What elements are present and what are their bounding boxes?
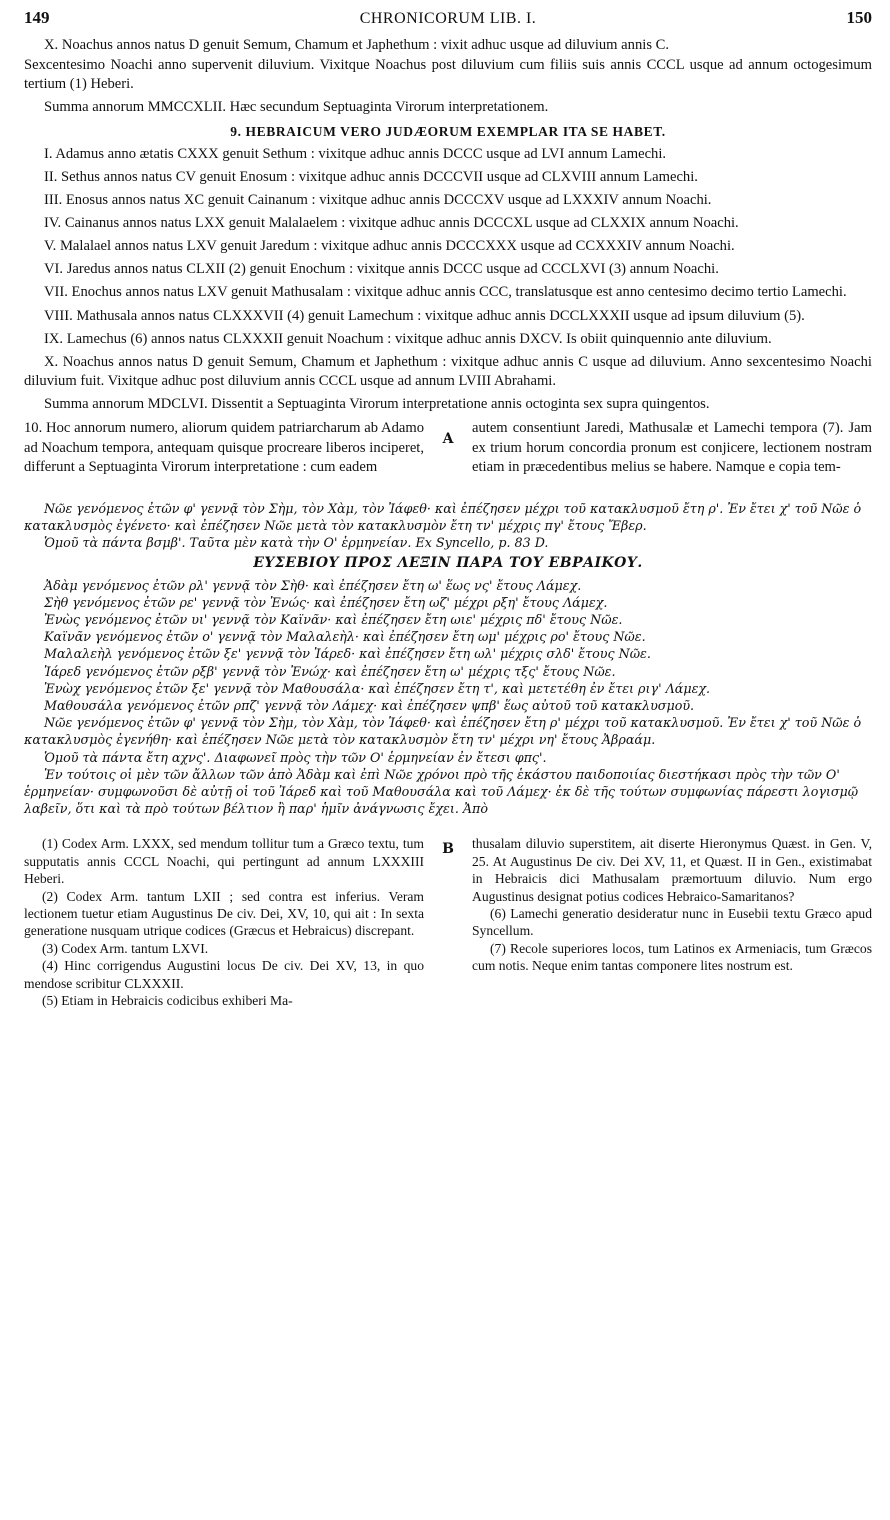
running-title: CHRONICORUM LIB. I.	[359, 10, 537, 27]
footnote: (6) Lamechi generatio desideratur nunc in Eusebii textu Græco apud Syncellum.	[472, 906, 872, 939]
column-marker-b: B	[442, 841, 454, 858]
right-page-number: 150	[846, 8, 872, 27]
greek-line: Μαθουσάλα γενόμενος ἐτῶν ρπζ' γεννᾷ τὸν Λάμεχ· καὶ ἐπέζησεν ψπβ' ἕως αὐτοῦ τοῦ κατακλυσμοῦ.	[44, 698, 695, 714]
greek-paragraph: Νῶε γενόμενος ἐτῶν φ' γεννᾷ τὸν Σὴμ, τὸν Χὰμ, τὸν Ἰάφεθ· καὶ ἐπέζησεν μέχρι τοῦ κατακλυσμοῦ ἔτη ρ'. Ἐν ἔτει χ' τοῦ Νῶε ὁ κατακλυσμὸς ἐγένετο· καὶ ἐπέζησεν Νῶε μετὰ τὸν κατακλυσμὸν ἔτη τν' μέχρις πγ' ἔτους Ἔβερ.	[24, 500, 862, 533]
greek-line: Νῶε γενόμενος ἐτῶν φ' γεννᾷ τὸν Σὴμ, τὸν Χὰμ, τὸν Ἰάφεθ· καὶ ἐπέζησεν ἔτη ρ' μέχρι τοῦ κατακλυσμοῦ. Ἐν ἔτει χ' τοῦ Νῶε ὁ κατακλυσμὸς ἐγενήθη· καὶ ἐπέζησεν Νῶε μετὰ τὸν κατακλυσμὸν ἔτη τν' μέχρι νη' ἔτους Ἀβραάμ.	[24, 715, 862, 748]
footnote: (4) Hinc corrigendus Augustini locus De civ. Dei XV, 13, in quo mendose scribitur CLXXXII.	[24, 958, 424, 991]
greek-line: Ἀδὰμ γενόμενος ἐτῶν ρλ' γεννᾷ τὸν Σὴθ· καὶ ἐπέζησεν ἔτη ω' ἕως νς' ἔτους Λάμεχ.	[44, 577, 582, 593]
greek-line: Ἐνὼς γενόμενος ἐτῶν υι' γεννᾷ τὸν Καϊνᾶν· καὶ ἐπέζησεν ἔτη ωιε' μέχρις πδ' ἔτους Νῶε.	[44, 612, 623, 627]
main-text	[24, 36, 872, 478]
footnote: (5) Etiam in Hebraicis codicibus exhiberi Ma-	[42, 993, 293, 1009]
patriarch-entry: VIII. Mathusala annos natus CLXXXVII (4) genuit Lamechum : vixitque adhuc annis DCCLXXXII usque ad ipsum diluvium (5).	[44, 307, 805, 324]
summa-hebraicum: Summa annorum MDCLVI. Dissentit a Septuaginta Virorum interpretatione annis octoginta sex supra quingentos.	[44, 396, 710, 413]
column-marker-a: A	[442, 431, 454, 447]
greek-line: Καϊνᾶν γενόμενος ἐτῶν ο' γεννᾷ τὸν Μαλαλεὴλ· καὶ ἐπέζησεν ἔτη ωμ' μέχρις ρο' ἔτους Νῶε.	[44, 629, 646, 645]
patriarch-entry: I. Adamus anno ætatis CXXX genuit Sethum : vixitque adhuc annis DCCC usque ad LVI annum Lamechi.	[44, 145, 667, 162]
patriarch-entry: III. Enosus annos natus XC genuit Cainanum : vixitque adhuc annis DCCCXV usque ad LXXXIV annum Noachi.	[44, 192, 712, 209]
footnotes	[24, 835, 872, 1009]
footnote: (1) Codex Arm. LXXX, sed mendum tollitur tum a Græco textu, tum supputatis annis CCCL Noachi, qui pertingunt ad annum LXXXIII Heberi.	[24, 836, 424, 887]
greek-line: Μαλαλεὴλ γενόμενος ἐτῶν ξε' γεννᾷ τὸν Ἰάρεδ· καὶ ἐπέζησεν ἔτη ωλ' μέχρις σλδ' ἔτους Νῶε.	[44, 646, 651, 662]
greek-heading: ΕΥΣΕΒΙΟΥ ΠΡΟΣ ΛΕΞΙΝ ΠΑΡΑ ΤΟΥ ΕΒΡΑΙΚΟΥ.	[253, 555, 643, 572]
footnotes-left	[24, 835, 424, 1009]
greek-line: Ἰάρεδ γενόμενος ἐτῶν ρξβ' γεννᾷ τὸν Ἐνώχ· καὶ ἐπέζησεν ἔτη ω' μέχρις τξς' ἔτους Νῶε.	[44, 663, 616, 679]
greek-line: Σὴθ γενόμενος ἐτῶν ρε' γεννᾷ τὸν Ἐνώς· καὶ ἐπέζησεν ἔτη ωζ' μέχρι ρξη' ἔτους Λάμεχ.	[44, 594, 608, 610]
greek-line: Ὁμοῦ τὰ πάντα ἔτη αχνς'. Διαφωνεῖ πρὸς τὴν τῶν Ο' ἑρμηνείαν ἐν ἔτεσι φπς'.	[44, 749, 547, 765]
greek-paragraph: Ὁμοῦ τὰ πάντα βσμβ'. Ταῦτα μὲν κατὰ τὴν Ο' ἑρμηνείαν. Ex Syncello, p. 83 D.	[44, 535, 549, 551]
footnote: (2) Codex Arm. tantum LXII ; sed contra est inferius. Veram lectionem tuetur etiam Augustinus De civ. Dei, XV, 10, qui ait : In sexta generatione nusquam utrique codices (Græcus et Hebraicus) discrepant.	[24, 888, 424, 939]
document-page	[24, 8, 872, 1010]
footnotes-right	[472, 835, 872, 1009]
intro-paragraph: Sexcentesimo Noachi anno supervenit diluvium. Vixitque Noachus post diluvium cum filiis suis annis CCCL usque ad annum octogesimum tertium (1) Heberi.	[24, 56, 872, 93]
patriarch-entry: VI. Jaredus annos natus CLXII (2) genuit Enochum : vixitque annis DCCC usque ad CCCLXVI (3) annum Noachi.	[44, 261, 719, 278]
running-header	[24, 8, 872, 36]
greek-line: Ἐν τούτοις οἱ μὲν τῶν ἄλλων τῶν ἀπὸ Ἀδὰμ καὶ ἐπὶ Νῶε χρόνοι πρὸ τῆς ἑκάστου παιδοποιίας διεστήκασι πρὸς τὴν τῶν Ο' ἑρμηνείαν· συμφωνοῦσι δὲ αὐτῇ οἱ τοῦ Ἰάρεδ καὶ τοῦ Μαθουσάλα καὶ τοῦ Λάμεχ· ἐκ δὲ τῆς τούτων συμφωνίας πάρεστι λογισμῷ λαβεῖν, ὅτι καὶ τὰ πρὸ τούτων βέλτιον ἢ παρ' ἡμῖν ἀνάγνωσις ἔχει. Ἀπὸ	[24, 766, 859, 817]
footnote: thusalam diluvio superstitem, ait diserte Hieronymus Quæst. in Gen. V, 25. At Augustinus De civ. Dei XV, 11, et Quæst. II in Gen., existimabat in Hebraicis dici Mathusalam præmortuum diluvio. Num ergo Augustinus designat potius codices Hebraico-Samaritanos?	[472, 836, 872, 904]
patriarch-entry: IX. Lamechus (6) annos natus CLXXXII genuit Noachum : vixitque adhuc annis DXCV. Is obiit quinquennio ante diluvium.	[44, 330, 772, 347]
greek-text	[24, 500, 872, 818]
patriarch-entry: V. Malalael annos natus LXV genuit Jaredum : vixitque adhuc annis DCCCXXX usque ad CCXXXIV annum Noachi.	[44, 238, 735, 255]
footnote: (7) Recole superiores locos, tum Latinos ex Armeniacis, tum Græcos cum notis. Neque enim tantas componere lites nostrum est.	[472, 940, 872, 974]
patriarch-entry: IV. Cainanus annos natus LXX genuit Malalaelem : vixitque adhuc annis DCCCXL usque ad CLXXIX annum Noachi.	[44, 215, 739, 232]
patriarch-entry: II. Sethus annos natus CV genuit Enosum : vixitque adhuc annis DCCCVII usque ad CLXVIII annum Lamechi.	[44, 168, 698, 185]
section-heading: 9. HEBRAICUM VERO JUDÆORUM EXEMPLAR ITA SE HABET.	[230, 123, 666, 139]
patriarch-entry: VII. Enochus annos natus LXV genuit Mathusalam : vixitque adhuc annis CCC, translatusque est anno centesimo decimo tertio Lamechi.	[44, 284, 847, 301]
paragraph-10	[24, 419, 872, 478]
summa-septuaginta: Summa annorum MMCCXLII. Hæc secundum Septuaginta Virorum interpretationem.	[44, 99, 549, 116]
left-page-number: 149	[24, 8, 50, 27]
greek-line: Ἐνὼχ γενόμενος ἐτῶν ξε' γεννᾷ τὸν Μαθουσάλα· καὶ ἐπέζησεν ἔτη τ', καὶ μετετέθη ἐν ἔτει ριγ' Λάμεχ.	[44, 680, 711, 696]
patriarch-entry: X. Noachus annos natus D genuit Semum, Chamum et Japhethum : vixitque adhuc annis C usque ad diluvium. Anno sexcentesimo Noachi diluvium fuit. Vixitque adhuc post diluvium annis CCCL usque ad annum LVIII Abrahami.	[24, 353, 872, 390]
footnote: (3) Codex Arm. tantum LXVI.	[42, 940, 209, 956]
paragraph-10-left: 10. Hoc annorum numero, aliorum quidem patriarcharum ab Adamo ad Noachum tempora, antequam quisque procreare liberos inciperet, differunt a Septuaginta Virorum interpretatione : cum eadem	[24, 420, 424, 476]
intro-paragraph: X. Noachus annos natus D genuit Semum, Chamum et Japhethum : vixit adhuc usque ad diluvium annis C.	[44, 37, 670, 53]
paragraph-10-right: autem consentiunt Jaredi, Mathusalæ et Lamechi tempora (7). Jam ex trium horum concordia pronum est conjicere, lectionem nostram etiam in præcedentibus melius se habere. Namque e copia tem-	[472, 420, 872, 476]
